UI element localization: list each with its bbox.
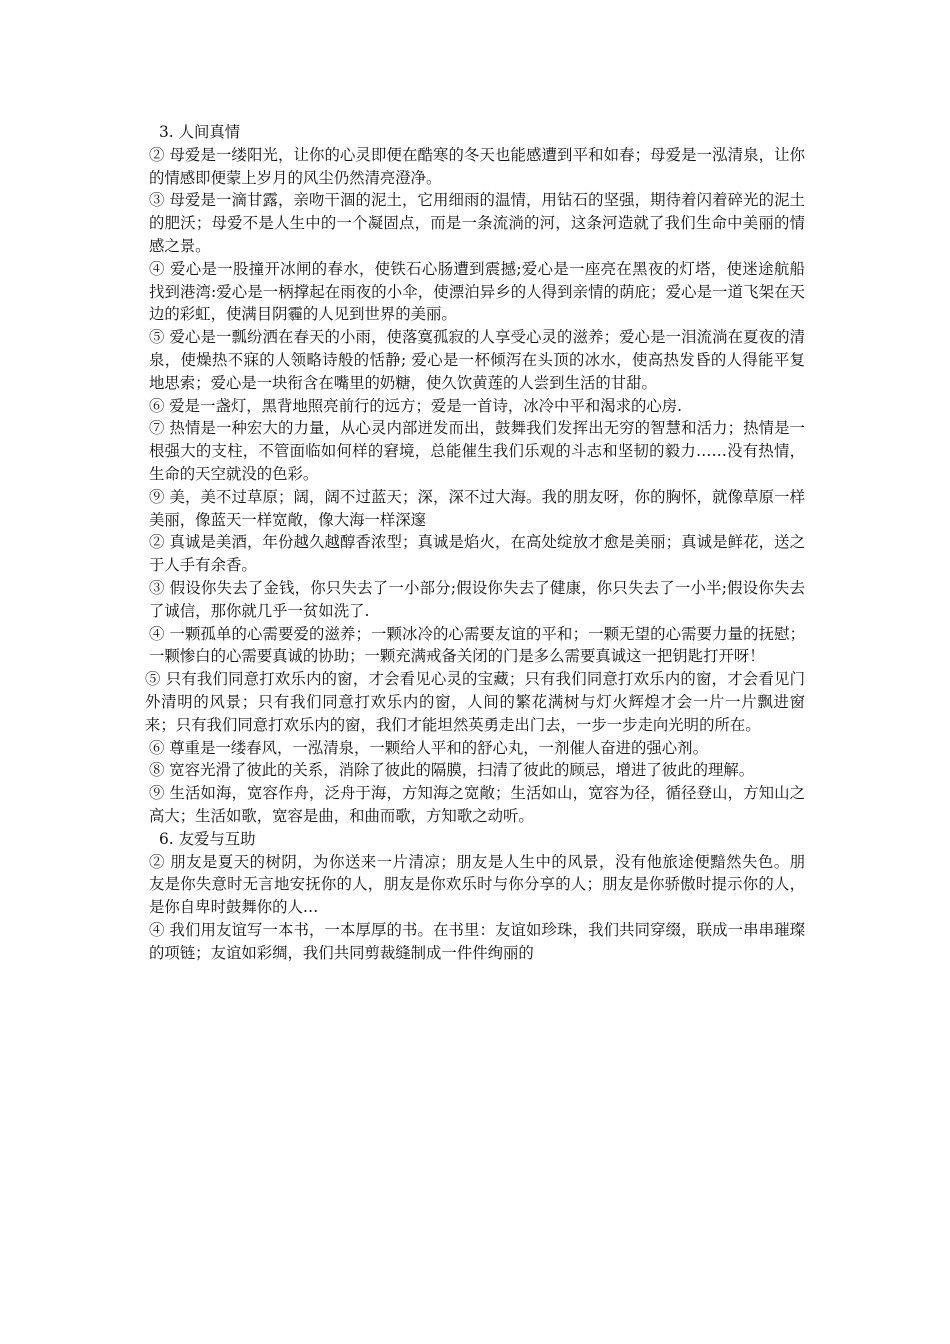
paragraph: ④ 我们用友谊写一本书，一本厚厚的书。在书里：友谊如珍珠，我们共同穿缀，联成一串串璀璨的项链；友谊如彩绸，我们共同剪裁缝制成一件件绚丽的	[149, 920, 805, 962]
paragraph: ⑨ 生活如海，宽容作舟，泛舟于海，方知海之宽敞；生活如山，宽容为径，循径登山，方知山之高大；生活如歌，宽容是曲，和曲而歌，方知歌之动听。	[149, 784, 805, 825]
paragraph: ④ 爱心是一股撞开冰闸的春水，使铁石心肠遭到震撼;爱心是一座亮在黑夜的灯塔，使迷途航船找到港湾:爱心是一柄撑起在雨夜的小伞，使漂泊异乡的人得到亲情的荫庇；爱心是一道飞架在天边的彩虹，使满目阴霾的人见到世界的美丽。	[149, 259, 805, 324]
document-page	[145, 121, 805, 964]
paragraph: ⑤ 爱心是一瓢纷洒在春天的小雨，使落寞孤寂的人享受心灵的滋养；爱心是一泪流淌在夏夜的清泉，使燥热不寐的人领略诗般的恬静; 爱心是一杯倾泻在头顶的冰水，使高热发昏的人得能平复地思索；爱心是一块衔含在嘴里的奶糖，使久饮黄莲的人尝到生活的甘甜。	[149, 328, 805, 392]
paragraph: ⑥ 爱是一盏灯，黑背地照亮前行的远方；爱是一首诗，冰冷中平和渴求的心房.	[149, 396, 683, 415]
paragraph: ⑥ 尊重是一缕春风，一泓清泉，一颗给人平和的舒心丸，一剂催人奋进的强心剂。	[149, 738, 708, 757]
paragraph: ⑤ 只有我们同意打欢乐内的窗，才会看见心灵的宝藏；只有我们同意打欢乐内的窗，才会看见门外清明的风景；只有我们同意打欢乐内的窗，人间的繁花满树与灯火辉煌才会一片一片飘进窗来；只有我们同意打欢乐内的窗，我们才能坦然英勇走出门去，一步一步走向光明的所在。	[145, 670, 805, 734]
paragraph: ⑧ 宽容光滑了彼此的关系，消除了彼此的隔膜，扫清了彼此的顾忌，增进了彼此的理解。	[149, 761, 755, 780]
paragraph: ③ 假设你失去了金钱，你只失去了一小部分;假设你失去了健康，你只失去了一小半;假设你失去了诚信，那你就几乎一贫如洗了.	[149, 578, 805, 620]
paragraph: ② 母爱是一缕阳光，让你的心灵即便在酷寒的冬天也能感遭到平和如春；母爱是一泓清泉，让你的情感即便蒙上岁月的风尘仍然清亮澄净。	[149, 145, 805, 187]
paragraph: ⑦ 热情是一种宏大的力量，从心灵内部迸发而出，鼓舞我们发挥出无穷的智慧和活力；热情是一根强大的支柱，不管面临如何样的窘境，总能催生我们乐观的斗志和坚韧的毅力……没有热情，生命的天空就没的色彩。	[149, 419, 805, 483]
section-heading: 6. 友爱与互助	[159, 829, 256, 848]
paragraph: ② 朋友是夏天的树阴，为你送来一片清凉；朋友是人生中的风景，没有他旅途便黯然失色。朋 友是你失意时无言地安抚你的人，朋友是你欢乐时与你分享的人；朋友是你骄傲时提示你的人，是你自卑时鼓舞你的人…	[149, 852, 805, 917]
paragraph: ② 真诚是美酒，年份越久越醇香浓型；真诚是焰火，在高处绽放才愈是美丽；真诚是鲜花，送之于人手有余香。	[149, 533, 805, 575]
paragraph: ⑨ 美，美不过草原；阔，阔不过蓝天；深，深不过大海。我的朋友呀，你的胸怀，就像草原一样美丽，像蓝天一样宽敞，像大海一样深邃	[149, 487, 805, 529]
paragraph: ④ 一颗孤单的心需要爱的滋养；一颗冰冷的心需要友谊的平和；一颗无望的心需要力量的抚慰；一颗惨白的心需要真诚的协助；一颗充满戒备关闭的门是多么需要真诚这一把钥匙打开呀！	[149, 624, 805, 666]
section-heading: 3. 人间真情	[159, 123, 241, 141]
paragraph: ③ 母爱是一滴甘露，亲吻干涸的泥土，它用细雨的温情，用钻石的坚强，期待着闪着碎光的泥土的肥沃；母爱不是人生中的一个凝固点，而是一条流淌的河，这条河造就了我们生命中美丽的情感之景。	[149, 191, 805, 255]
